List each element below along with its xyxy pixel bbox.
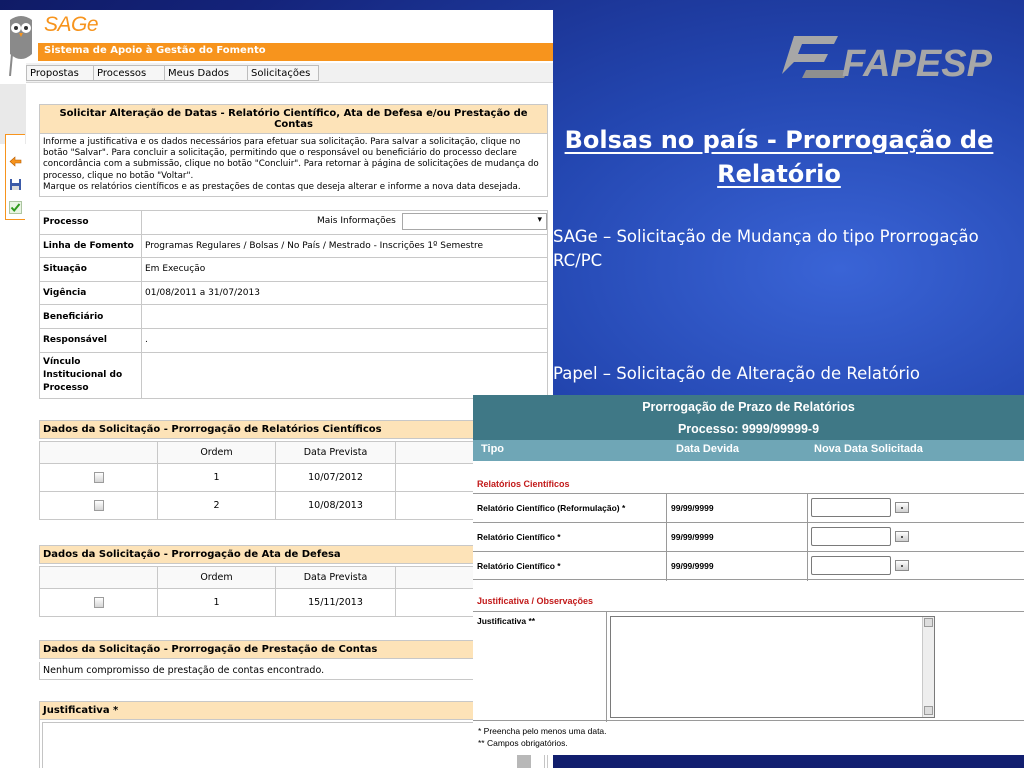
rc-panel	[39, 420, 548, 439]
intro-title: Solicitar Alteração de Datas - Relatório Científico, Ata de Defesa e/ou Prestação de Contas	[40, 105, 547, 134]
menu-item-meus-dados[interactable]: Meus Dados	[164, 65, 248, 81]
ata-row-ordem: 1	[158, 589, 276, 617]
paper-row-tipo: Relatório Científico (Reformulação) *	[477, 503, 626, 513]
ata-row-checkbox[interactable]	[94, 597, 104, 608]
rc-col-ordem: Ordem	[158, 442, 276, 464]
paper-row-tipo: Relatório Científico *	[477, 532, 561, 542]
responsavel-label: Responsável	[40, 328, 142, 352]
beneficiario-value	[142, 305, 548, 329]
menu-item-solicitacoes[interactable]: Solicitações	[247, 65, 319, 81]
intro-instruction: Marque os relatórios científicos e as prestações de contas que deseja alterar e informe a nova data desejada.	[43, 181, 521, 192]
intro-paragraph: Informe a justificativa e os dados necessários para efetuar sua solicitação. Para salvar a solicitação, clique no botão "Salvar". Para concluir a solicitação, permitindo que o responsável ou beneficiário do processo declare concordância com a submissão, clique no botão "Concluir". Para retornar à página de solicitações de mudança do processo, clique no botão "Voltar".	[43, 137, 539, 181]
processo-label: Processo	[40, 211, 142, 235]
table-row	[40, 492, 548, 520]
paper-col-tipo: Tipo	[481, 443, 505, 455]
ata-row-data: 15/11/2013	[276, 589, 396, 617]
pc-empty-message: Nenhum compromisso de prestação de contas encontrado.	[39, 662, 548, 680]
rc-row-ordem: 2	[158, 492, 276, 520]
ata-col-check	[40, 567, 158, 589]
calendar-icon[interactable]	[895, 560, 909, 571]
slide-text-sage: SAGe – Solicitação de Mudança do tipo Prorrogação RC/PC	[553, 227, 979, 270]
save-disk-icon[interactable]	[9, 178, 22, 191]
sage-screenshot	[0, 10, 553, 768]
paper-col-devida: Data Devida	[676, 443, 739, 455]
table-row	[40, 589, 548, 617]
mais-info-select[interactable]	[402, 213, 547, 230]
paper-col-nova: Nova Data Solicitada	[814, 443, 923, 455]
rc-col-check	[40, 442, 158, 464]
justificativa-textarea[interactable]	[42, 722, 545, 768]
justificativa-title: Justificativa *	[40, 702, 547, 720]
intro-panel	[39, 104, 548, 197]
ata-title: Dados da Solicitação - Prorrogação de Ata de Defesa	[40, 546, 547, 564]
textarea-scrollbar[interactable]	[922, 617, 934, 717]
pc-title: Dados da Solicitação - Prorrogação de Prestação de Contas	[40, 641, 547, 659]
mais-info-label: Mais Informações	[317, 216, 396, 226]
rc-col-data: Data Prevista	[276, 442, 396, 464]
paper-form-screenshot	[473, 395, 1024, 755]
paper-section-just: Justificativa / Observações	[477, 596, 594, 606]
situacao-value: Em Execução	[142, 258, 548, 282]
sage-system-bar	[38, 43, 553, 61]
slide-text-papel: Papel – Solicitação de Alteração de Relatório	[553, 364, 921, 383]
vigencia-value: 01/08/2011 a 31/07/2013	[142, 281, 548, 305]
rc-row-check-cell	[40, 492, 158, 520]
slide-title: Bolsas no país - Prorrogação de Relatório	[564, 126, 994, 188]
sage-logo-text: SAGe	[44, 13, 99, 36]
intro-text	[40, 134, 547, 196]
process-info-table	[39, 210, 548, 399]
rc-row-ordem: 1	[158, 464, 276, 492]
paper-column-header	[473, 440, 1024, 461]
paper-row-date-input[interactable]	[811, 498, 891, 517]
table-row	[40, 464, 548, 492]
paper-just-label: Justificativa **	[477, 616, 536, 626]
vinculo-value	[142, 352, 548, 398]
menu-item-processos[interactable]: Processos	[93, 65, 165, 81]
sage-menu-bar	[26, 63, 553, 83]
scrollbar-thumb[interactable]	[517, 755, 531, 768]
calendar-icon[interactable]	[895, 502, 909, 513]
paper-title: Prorrogação de Prazo de Relatórios	[473, 395, 1024, 419]
back-arrow-icon[interactable]	[9, 155, 22, 168]
paper-row-date-input[interactable]	[811, 527, 891, 546]
vigencia-label: Vigência	[40, 281, 142, 305]
table-row	[473, 493, 1024, 522]
paper-justificativa-textarea[interactable]	[610, 616, 935, 718]
table-row	[473, 522, 1024, 551]
rc-row-data: 10/08/2013	[276, 492, 396, 520]
rc-row-checkbox[interactable]	[94, 472, 104, 483]
paper-row-date-input[interactable]	[811, 556, 891, 575]
ata-panel	[39, 545, 548, 564]
pc-panel	[39, 640, 548, 659]
sage-toolbar	[5, 134, 25, 220]
paper-section-rc: Relatórios Científicos	[477, 479, 570, 489]
calendar-icon[interactable]	[895, 531, 909, 542]
rc-row-check-cell	[40, 464, 158, 492]
rc-title: Dados da Solicitação - Prorrogação de Relatórios Científicos	[40, 421, 547, 439]
paper-row-data: 99/99/9999	[671, 503, 714, 513]
rc-row-data: 10/07/2012	[276, 464, 396, 492]
rc-row-checkbox[interactable]	[94, 500, 104, 511]
paper-note-1: * Preencha pelo menos uma data.	[478, 726, 607, 736]
fapesp-logo-text: FAPESP	[842, 43, 992, 82]
paper-row-data: 99/99/9999	[671, 561, 714, 571]
ata-row-check-cell	[40, 589, 158, 617]
ata-col-data: Data Prevista	[276, 567, 396, 589]
paper-row-data: 99/99/9999	[671, 532, 714, 542]
paper-note-2: ** Campos obrigatórios.	[478, 738, 568, 748]
situacao-label: Situação	[40, 258, 142, 282]
paper-process: Processo: 9999/99999-9	[473, 419, 1024, 440]
beneficiario-label: Beneficiário	[40, 305, 142, 329]
scroll-down-icon[interactable]	[924, 706, 933, 715]
confirm-check-icon[interactable]	[9, 201, 22, 214]
processo-value	[142, 211, 548, 235]
ata-table	[39, 566, 548, 617]
scroll-up-icon[interactable]	[924, 618, 933, 627]
rc-table	[39, 441, 548, 520]
linha-value: Programas Regulares / Bolsas / No País / Mestrado - Inscrições 1º Semestre	[142, 234, 548, 258]
vinculo-label: Vínculo Institucional do Processo	[40, 352, 142, 398]
linha-label: Linha de Fomento	[40, 234, 142, 258]
responsavel-value: .	[142, 328, 548, 352]
chevron-down-icon: ▾	[537, 215, 542, 225]
sage-system-name: Sistema de Apoio à Gestão do Fomento	[44, 45, 266, 56]
table-row	[473, 551, 1024, 580]
menu-item-propostas[interactable]: Propostas	[26, 65, 94, 81]
paper-justificativa-row	[473, 611, 1024, 721]
paper-row-tipo: Relatório Científico *	[477, 561, 561, 571]
ata-col-ordem: Ordem	[158, 567, 276, 589]
fapesp-logo	[776, 30, 998, 82]
